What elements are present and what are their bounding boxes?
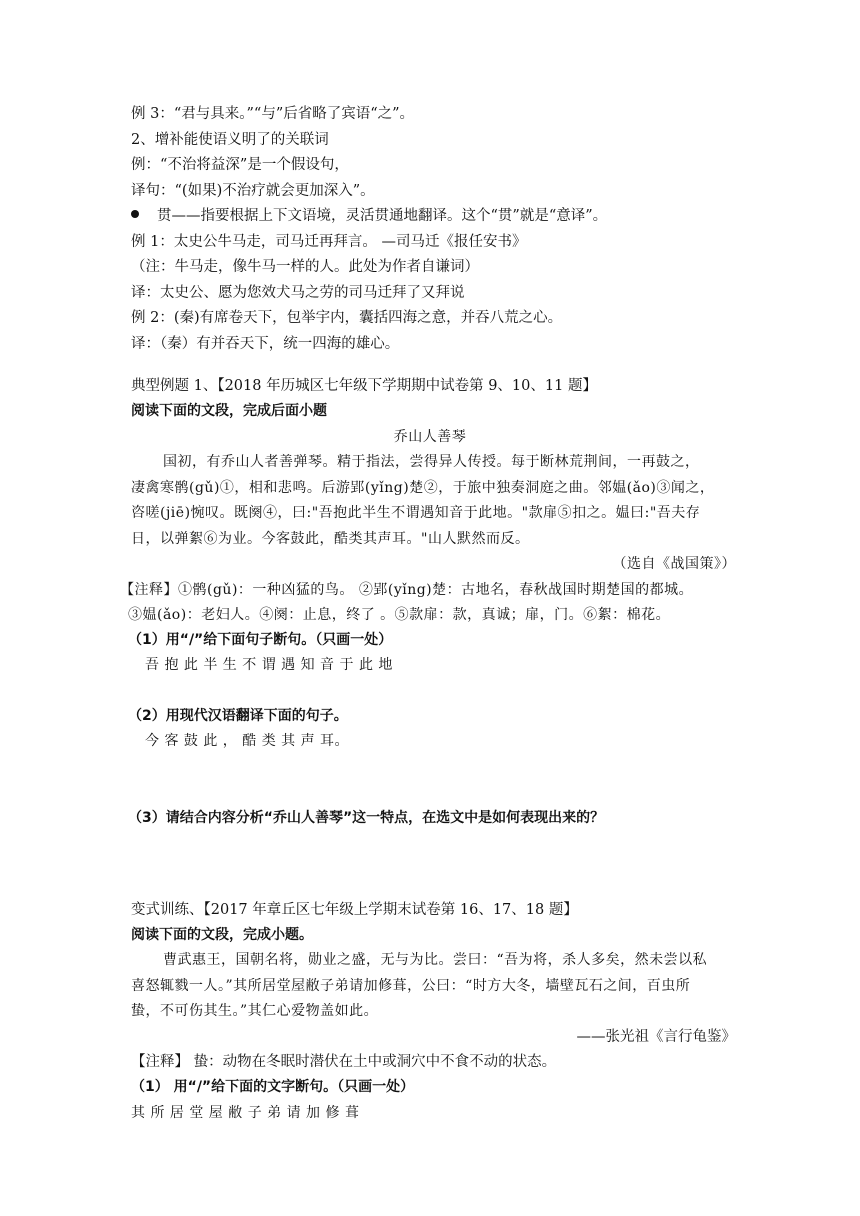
bullet-icon (131, 210, 139, 218)
passage-2-source: ——张光祖《言行龟鉴》 (576, 1029, 736, 1045)
reading-instruction: 阅读下面的文段，完成后面小题 (131, 403, 327, 419)
passage-2-line: 蛰，不可伤其生。”其仁心爱物盖如此。 (131, 1003, 379, 1019)
annotation-line: 【注释】①鹘(gǔ)：一种凶猛的鸟。 ②郢(yǐng)楚：古地名，春秋战国时期楚国的都城。 (120, 582, 694, 598)
passage-line: 日，以弹絮⑥为业。今客鼓此，酷类其声耳。"山人默然而反。 (131, 531, 530, 547)
example-1-line: 例 1：太史公牛马走，司马迁再拜言。 —司马迁《报任安书》 (131, 234, 527, 250)
bullet-text: 贯——指要根据上下文语境，灵活贯通地翻译。这个“贯”就是“意译”。 (157, 208, 608, 224)
variant-training-heading: 变式训练、【2017 年章丘区七年级上学期末试卷第 16、17、18 题】 (131, 902, 578, 918)
example-line: 例：“不治将益深”是一个假设句， (131, 157, 349, 173)
translation-2-line: 译：（秦）有并吞天下，统一四海的雄心。 (131, 336, 400, 352)
passage-2-line: 喜怒辄戮一人。”其所居堂屋敝子弟请加修葺，公曰：“时方大冬，墙壁瓦石之间，百虫所 (131, 978, 691, 994)
passage-2-line: 曹武惠王，国朝名将，勋业之盛，无与为比。尝曰：“吾为将，杀人多矣，然未尝以私 (163, 952, 708, 968)
annotation-2-line: 【注释】 蛰：动物在冬眠时潜伏在土中或洞穴中不食不动的状态。 (131, 1054, 557, 1070)
translation-line: 译句：“(如果)不治疗就会更加深入”。 (131, 183, 375, 199)
question-1: （1）用“/”给下面句子断句。（只画一处） (128, 632, 393, 648)
section-heading-conjunctions: 2、增补能使语义明了的关联词 (131, 132, 329, 148)
note-line: （注：牛马走，像牛马一样的人。此处为作者自谦词） (131, 259, 479, 275)
translation-1-line: 译：太史公、愿为您效犬马之劳的司马迁拜了又拜说 (131, 285, 465, 301)
passage-line: 国初，有乔山人者善弹琴。精于指法，尝得异人传授。每于断林荒荆间，一再鼓之， (163, 454, 700, 470)
passage-title: 乔山人善琴 (393, 429, 467, 445)
bullet-item-guan (131, 206, 607, 226)
annotation-line: ③媪(ǎo)：老妇人。④阕：止息，终了 。⑤款扉：款，真诚；扉，门。⑥絮：棉花。 (128, 607, 671, 623)
reading-instruction-2: 阅读下面的文段，完成小题。 (131, 927, 313, 943)
question-2-1-sentence: 其 所 居 堂 屋 敝 子 弟 请 加 修 葺 (131, 1105, 360, 1121)
passage-source: （选自《战国策》） (612, 556, 736, 572)
example-2-line: 例 2：(秦)有席卷天下，包举宇内，囊括四海之意，并吞八荒之心。 (131, 310, 563, 326)
question-2: （2）用现代汉语翻译下面的句子。 (128, 708, 348, 724)
passage-line: 凄禽寒鹘(gǔ)①，相和悲鸣。后游郢(yǐng)楚②，于旅中独奏洞庭之曲。邻媪(ǎo)③闻之， (131, 480, 715, 496)
example-3-line: 例 3：“君与具来。”“与”后省略了宾语“之”。 (131, 106, 415, 122)
question-1-sentence: 吾 抱 此 半 生 不 谓 遇 知 音 于 此 地 (145, 657, 393, 673)
question-2-sentence: 今 客 鼓 此 ， 酷 类 其 声 耳。 (145, 733, 350, 749)
typical-problem-heading: 典型例题 1、【2018 年历城区七年级下学期期中试卷第 9、10、11 题】 (131, 378, 597, 394)
question-3: （3）请结合内容分析“乔山人善琴”这一特点，在选文中是如何表现出来的？ (128, 810, 605, 826)
question-2-1: （1） 用“/”给下面的文字断句。（只画一处） (131, 1079, 415, 1095)
passage-line: 咨嗟(jiē)惋叹。既阕④，曰:"吾抱此半生不谓遇知音于此地。"款扉⑤扣之。媪曰:"吾夫存 (131, 505, 701, 521)
